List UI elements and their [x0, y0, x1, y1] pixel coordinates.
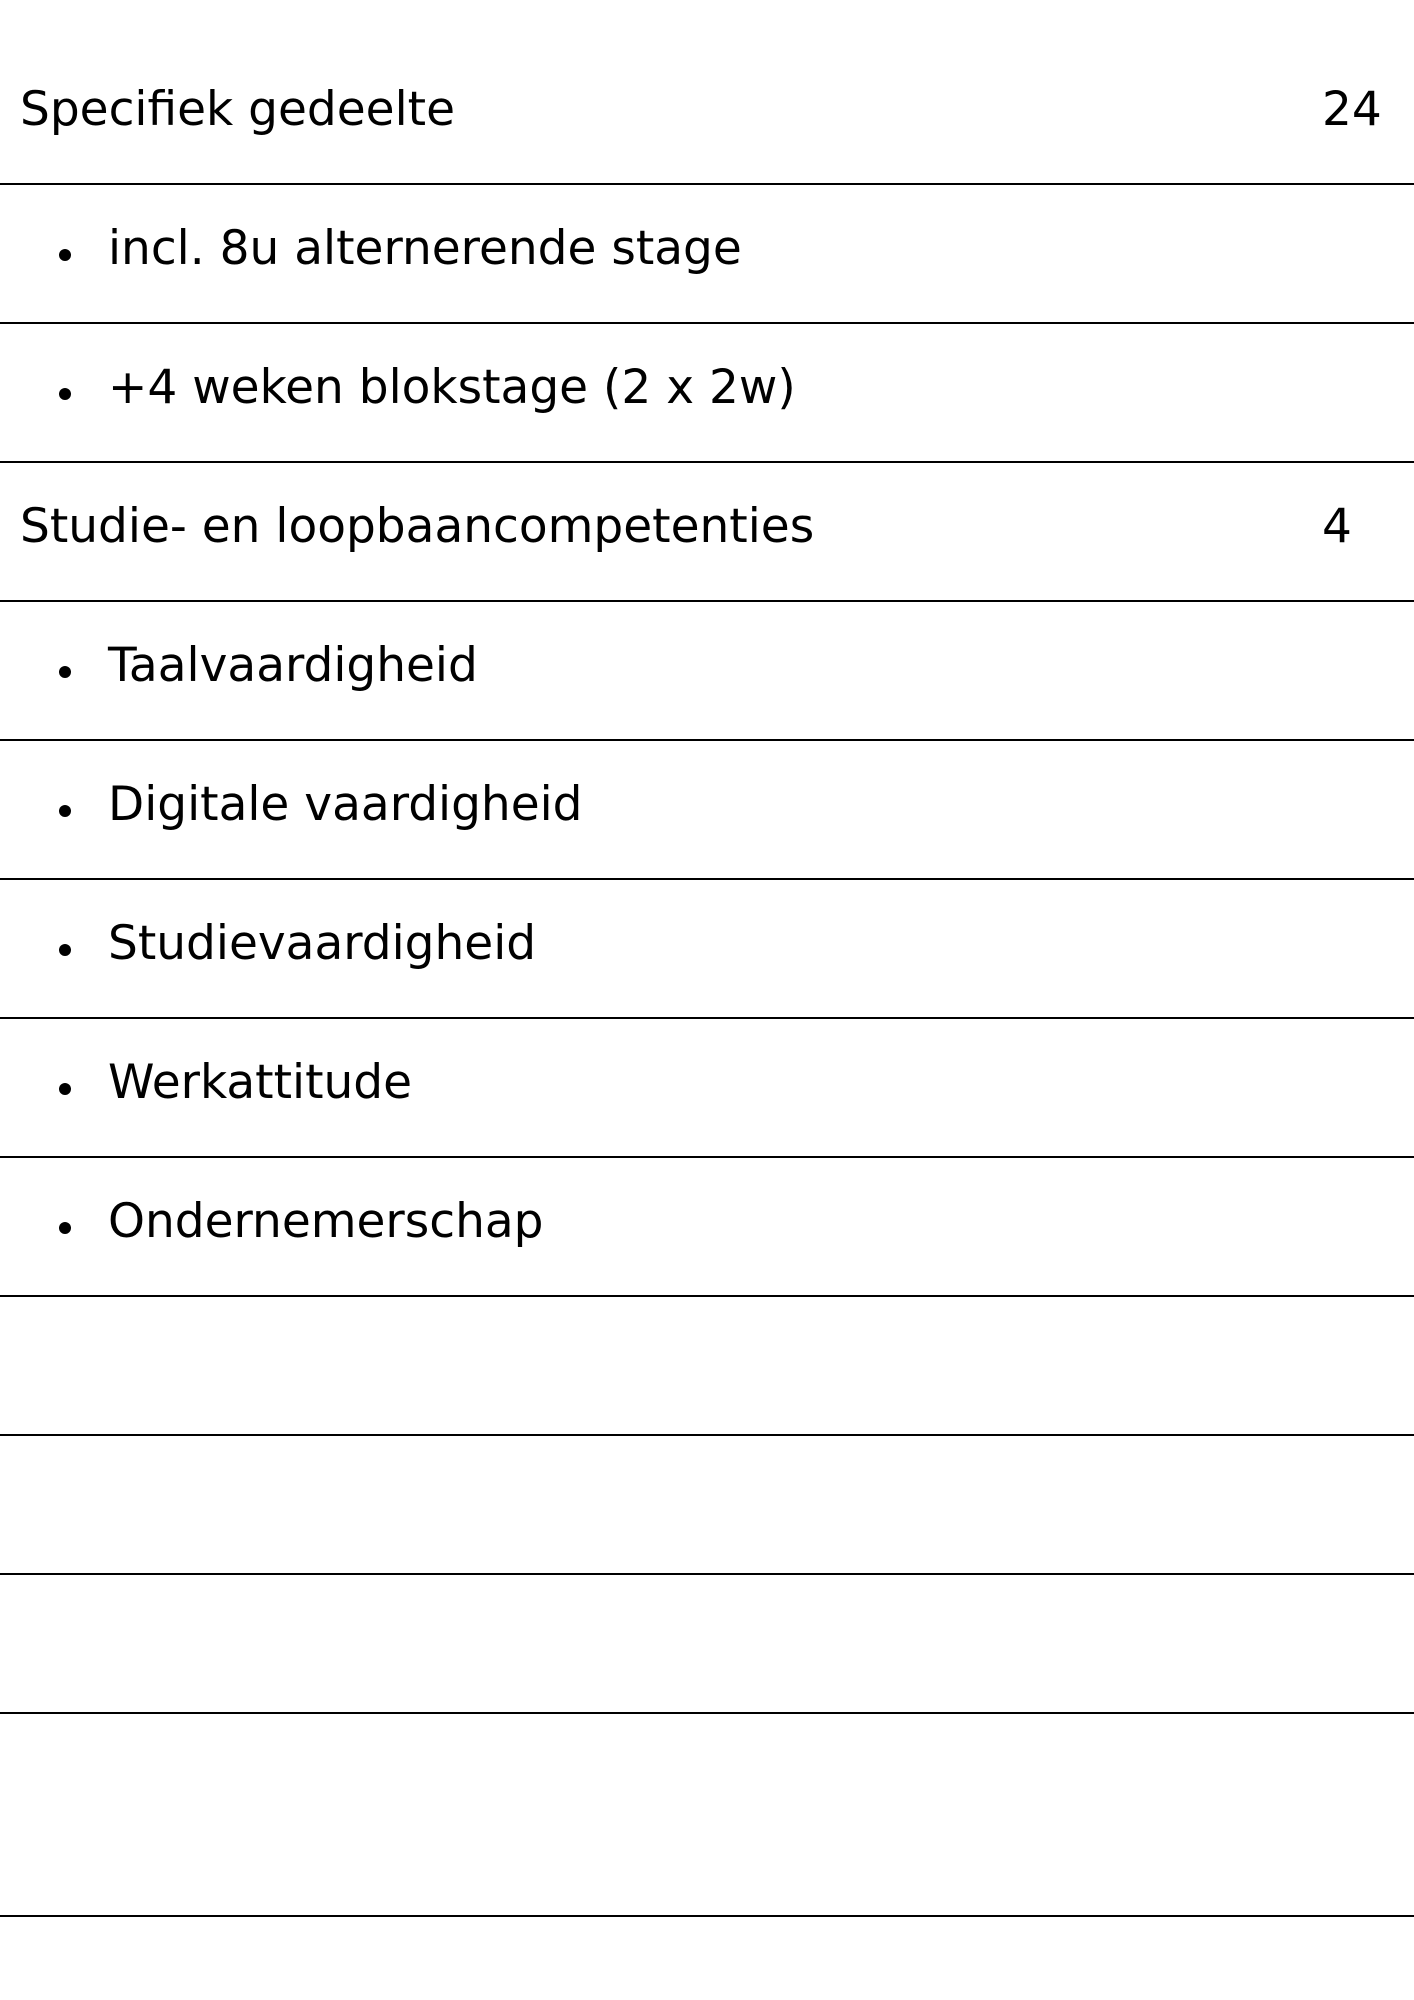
- list-item-text: Werkattitude: [108, 1055, 413, 1110]
- table-row-item: [0, 880, 1414, 1019]
- table-row-item: [0, 1158, 1414, 1297]
- table-row-item: [0, 741, 1414, 880]
- bullet-icon: [59, 666, 71, 678]
- list-item-text: +4 weken blokstage (2 x 2w): [108, 360, 796, 415]
- list-item-text: incl. 8u alternerende stage: [108, 221, 742, 276]
- table-row-item: [0, 1019, 1414, 1158]
- section-title: Specifiek gedeelte: [20, 82, 455, 137]
- bullet-icon: [59, 944, 71, 956]
- bullet-icon: [59, 1222, 71, 1234]
- table-row-item: [0, 185, 1414, 324]
- list-item-text: Studievaardigheid: [108, 916, 537, 971]
- section-title: Studie- en loopbaancompetenties: [20, 499, 815, 554]
- table-row-empty: [0, 1436, 1414, 1575]
- bullet-icon: [59, 805, 71, 817]
- curriculum-table: [0, 46, 1414, 1924]
- table-row-empty: [0, 1297, 1414, 1436]
- section-value: 24: [1322, 82, 1382, 137]
- table-row-section: [0, 46, 1414, 185]
- list-item-text: Digitale vaardigheid: [108, 777, 583, 832]
- table-row-item: [0, 324, 1414, 463]
- bullet-icon: [59, 388, 71, 400]
- bullet-icon: [59, 249, 71, 261]
- list-item-text: Ondernemerschap: [108, 1194, 544, 1249]
- table-row-empty: [0, 1714, 1414, 1917]
- list-item-text: Taalvaardigheid: [108, 638, 478, 693]
- bullet-icon: [59, 1083, 71, 1095]
- table-row-empty: [0, 1575, 1414, 1714]
- section-value: 4: [1322, 499, 1352, 554]
- table-row-section: [0, 463, 1414, 602]
- table-row-item: [0, 602, 1414, 741]
